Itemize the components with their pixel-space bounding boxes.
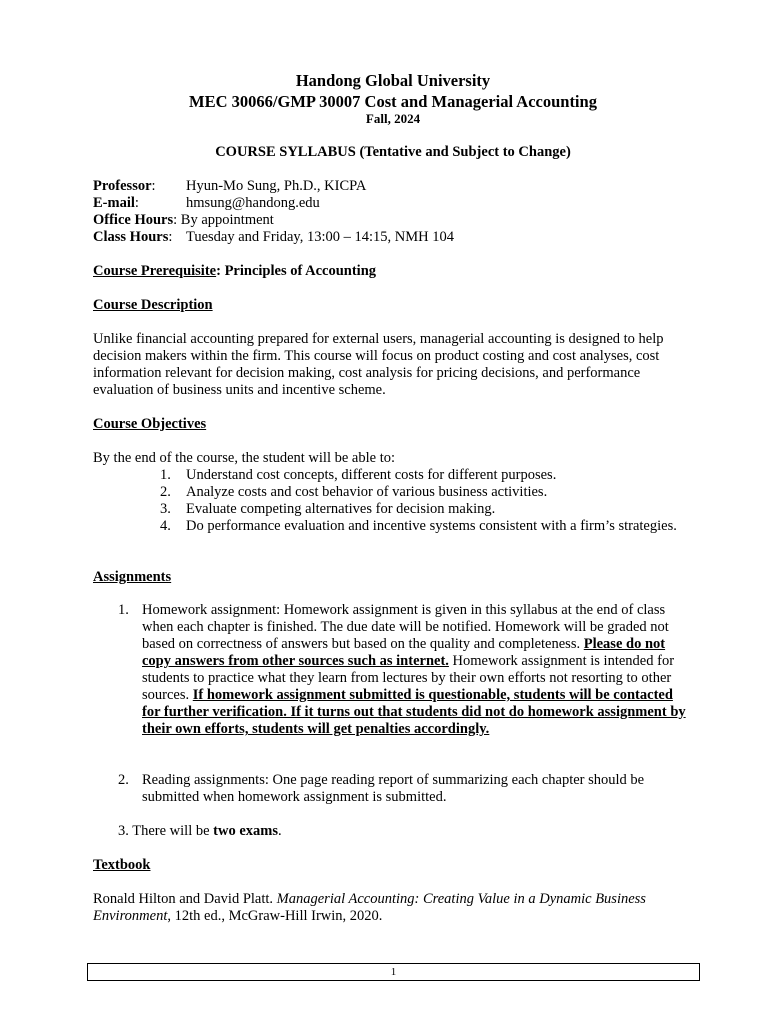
prerequisite-value: : Principles of Accounting bbox=[216, 263, 377, 279]
email-row: E-mail: hmsung@handong.edu bbox=[93, 195, 320, 211]
professor-label: Professor bbox=[93, 178, 152, 194]
description-text: Unlike financial accounting prepared for external users, managerial accounting is designed to help decision makers within the firm. This course will focus on product costing and cost analyses, cost information relevant for decision making, cost analysis for pricing decisions, and performance evaluation of business units and incentive scheme. bbox=[93, 331, 664, 398]
university-title: Handong Global University bbox=[295, 71, 491, 90]
course-prerequisite bbox=[93, 263, 693, 280]
list-item: 3. Evaluate competing alternatives for decision making. bbox=[160, 501, 496, 517]
page-number: 1 bbox=[390, 966, 397, 978]
email-value: hmsung@handong.edu bbox=[186, 195, 320, 211]
textbook-citation: Ronald Hilton and David Platt. Managerial Accounting: Creating Value in a Dynamic Business Environment, 12th ed., McGraw-Hill Irwin, 2020. bbox=[93, 891, 646, 924]
professor-row: Professor: Hyun-Mo Sung, Ph.D., KICPA bbox=[93, 178, 367, 194]
assignment-item-homework: 1. Homework assignment: Homework assignment is given in this syllabus at the end of class when each chapter is finished. The due date will be notified. Homework will be graded not based on correctness of answers but based on the quality and completeness. Please do not copy answers from other sources such as internet. Homework assignment is intended for students to practice what they learn from lectures by their own efforts not resorting to other sources. If homework assignment submitted is questionable, students will be contacted for further verification. If it turns out that students did not do homework assignment by their own efforts, students will get penalties accordingly. bbox=[118, 602, 686, 737]
description-heading: Course Description bbox=[93, 297, 213, 313]
list-item: 2. Analyze costs and cost behavior of various business activities. bbox=[160, 484, 548, 500]
office-hours-value: By appointment bbox=[177, 212, 274, 228]
objectives-heading: Course Objectives bbox=[93, 416, 207, 432]
class-hours-value: Tuesday and Friday, 13:00 – 14:15, NMH 104 bbox=[186, 229, 454, 245]
page-footer bbox=[87, 963, 700, 981]
assignments-heading: Assignments bbox=[93, 569, 172, 585]
professor-value: Hyun-Mo Sung, Ph.D., KICPA bbox=[186, 178, 367, 194]
term: Fall, 2024 bbox=[365, 111, 421, 126]
syllabus-title: COURSE SYLLABUS (Tentative and Subject to Change) bbox=[215, 144, 571, 160]
list-item: 4. Do performance evaluation and incentive systems consistent with a firm’s strategies. bbox=[160, 518, 677, 534]
class-hours-row: Class Hours: Tuesday and Friday, 13:00 – 14:15, NMH 104 bbox=[93, 229, 454, 245]
list-item: 1. Understand cost concepts, different costs for different purposes. bbox=[160, 467, 557, 483]
textbook-heading: Textbook bbox=[93, 857, 151, 873]
assignment-item-exams: 3. There will be two exams. bbox=[118, 823, 282, 839]
course-title: MEC 30066/GMP 30007 Cost and Managerial Accounting bbox=[189, 92, 597, 111]
assignment-item-reading: 2. Reading assignments: One page reading report of summarizing each chapter should be submitted when homework assignment is submitted. bbox=[118, 772, 645, 805]
prerequisite-label: Course Prerequisite bbox=[93, 263, 217, 279]
office-hours-label: Office Hours bbox=[93, 212, 174, 228]
objectives-intro: By the end of the course, the student will be able to: bbox=[93, 450, 396, 466]
class-hours-label: Class Hours bbox=[93, 229, 169, 245]
objectives-list bbox=[160, 467, 680, 535]
office-hours-row: Office Hours: By appointment bbox=[93, 212, 274, 228]
email-label: E-mail bbox=[93, 195, 135, 211]
